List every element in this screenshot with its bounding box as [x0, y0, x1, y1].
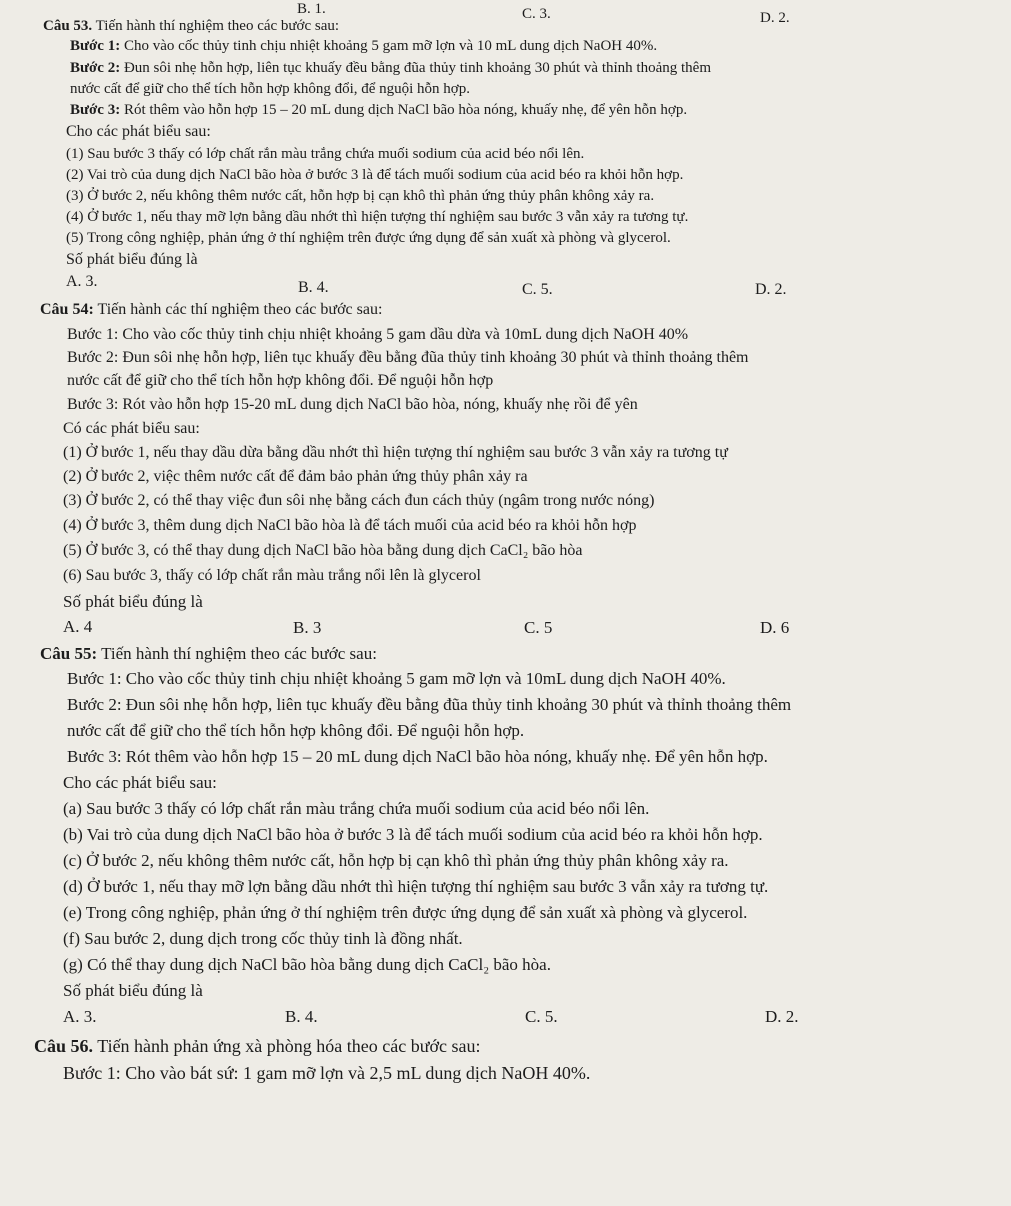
q54-option-b: B. 3	[293, 618, 322, 637]
question-53-header	[43, 19, 339, 34]
q55-statement-b: (b) Vai trò của dung dịch NaCl bão hòa ở bước 3 là để tách muối sodium của acid béo ra khỏi hỗn hợp.	[63, 825, 763, 844]
q53-step1	[70, 39, 657, 54]
q55-statement-c: (c) Ở bước 2, nếu không thêm nước cất, hỗn hợp bị cạn khô thì phản ứng thủy phân không xảy ra.	[63, 851, 729, 870]
question-54-header	[40, 302, 382, 318]
q56-step1: Bước 1: Cho vào bát sứ: 1 gam mỡ lợn và 2,5 mL dung dịch NaOH 40%.	[63, 1063, 591, 1083]
q53-step2-label: Bước 2:	[70, 60, 121, 76]
q53-statement-1: (1) Sau bước 3 thấy có lớp chất rắn màu trắng chứa muối sodium của acid béo nổi lên.	[66, 146, 585, 162]
q54-option-c: C. 5	[524, 618, 553, 637]
q54-step2-cont: nước cất để giữ cho thể tích hỗn hợp không đổi. Để nguội hỗn hợp	[67, 372, 494, 389]
q55-statement-f: (f) Sau bước 2, dung dịch trong cốc thủy tinh là đồng nhất.	[63, 929, 463, 948]
q55-option-c: C. 5.	[525, 1007, 558, 1026]
q53-option-a: A. 3.	[66, 273, 98, 290]
q54-step2: Bước 2: Đun sôi nhẹ hỗn hợp, liên tục khuấy đều bằng đũa thủy tinh khoảng 30 phút và thỉnh thoảng thêm	[67, 349, 749, 366]
q54-statement-5: (5) Ở bước 3, có thể thay dung dịch NaCl bão hòa bằng dung dịch CaCl₂ bão hòa	[63, 542, 583, 559]
question-55-header	[40, 645, 377, 662]
q53-step2-cont: nước cất để giữ cho thể tích hỗn hợp không đổi, để nguội hỗn hợp.	[70, 81, 470, 97]
q53-statement-3: (3) Ở bước 2, nếu không thêm nước cất, hỗn hợp bị cạn khô thì phản ứng thủy phân không xảy ra.	[66, 188, 655, 204]
q54-option-d: D. 6	[760, 618, 790, 637]
q53-step3	[70, 103, 687, 118]
q55-step2-cont: nước cất để giữ cho thể tích hỗn hợp không đổi. Để nguội hỗn hợp.	[67, 721, 525, 740]
q54-option-a: A. 4	[63, 617, 93, 636]
option-c-prev: C. 3.	[522, 6, 551, 22]
q53-step2	[70, 61, 711, 76]
question-55-number: Câu 55:	[40, 644, 98, 663]
q55-statement-a: (a) Sau bước 3 thấy có lớp chất rắn màu trắng chứa muối sodium của acid béo nổi lên.	[63, 799, 650, 818]
q53-step1-label: Bước 1:	[70, 38, 121, 54]
option-b-prev: B. 1.	[297, 1, 326, 17]
q53-step3-label: Bước 3:	[70, 102, 121, 118]
q55-statement-g: (g) Có thể thay dung dịch NaCl bão hòa bằng dung dịch CaCl₂ bão hòa.	[63, 955, 551, 974]
q53-statement-4: (4) Ở bước 1, nếu thay mỡ lợn bằng dầu nhớt thì hiện tượng thí nghiệm sau bước 3 vẫn xảy ra tương tự.	[66, 209, 689, 225]
q55-step1: Bước 1: Cho vào cốc thủy tinh chịu nhiệt khoảng 5 gam mỡ lợn và 10mL dung dịch NaOH 40%.	[67, 669, 726, 688]
q53-option-b: B. 4.	[298, 279, 329, 296]
q54-statement-6: (6) Sau bước 3, thấy có lớp chất rắn màu trắng nổi lên là glycerol	[63, 567, 481, 584]
q54-step3: Bước 3: Rót vào hỗn hợp 15-20 mL dung dịch NaCl bão hòa, nóng, khuấy nhẹ rồi để yên	[67, 396, 638, 413]
q54-intro: Có các phát biểu sau:	[63, 420, 200, 437]
question-56-number: Câu 56.	[34, 1036, 94, 1056]
q55-statement-d: (d) Ở bước 1, nếu thay mỡ lợn bằng dầu nhớt thì hiện tượng thí nghiệm sau bước 3 vẫn xảy ra tương tự.	[63, 877, 769, 896]
q55-statement-e: (e) Trong công nghiệp, phản ứng ở thí nghiệm trên được ứng dụng để sản xuất xà phòng và glycerol.	[63, 903, 748, 922]
q54-count: Số phát biểu đúng là	[63, 592, 203, 611]
q53-step1-text: Cho vào cốc thủy tinh chịu nhiệt khoảng 5 gam mỡ lợn và 10 mL dung dịch NaOH 40%.	[123, 38, 658, 54]
question-53-number: Câu 53.	[43, 18, 93, 34]
q53-option-c: C. 5.	[522, 281, 553, 298]
q55-option-d: D. 2.	[765, 1007, 799, 1026]
q53-statement-2: (2) Vai trò của dung dịch NaCl bão hòa ở bước 3 là để tách muối sodium của acid béo ra khỏi hỗn hợp.	[66, 167, 684, 183]
question-53-title: Tiến hành thí nghiệm theo các bước sau:	[95, 18, 340, 34]
question-56-title: Tiến hành phản ứng xà phòng hóa theo các bước sau:	[97, 1036, 481, 1056]
q55-intro: Cho các phát biểu sau:	[63, 773, 217, 792]
q53-step2-text: Đun sôi nhẹ hỗn hợp, liên tục khuấy đều bằng đũa thủy tinh khoảng 30 phút và thỉnh thoảng thêm	[123, 60, 711, 76]
q55-count: Số phát biểu đúng là	[63, 981, 203, 1000]
q53-step3-text: Rót thêm vào hỗn hợp 15 – 20 mL dung dịch NaCl bão hòa nóng, khuấy nhẹ, để yên hỗn hợp.	[123, 102, 688, 118]
q54-statement-4: (4) Ở bước 3, thêm dung dịch NaCl bão hòa là để tách muối của acid béo ra khỏi hỗn hợp	[63, 517, 637, 534]
q54-statement-2: (2) Ở bước 2, việc thêm nước cất để đảm bảo phản ứng thủy phân xảy ra	[63, 468, 528, 485]
q53-count: Số phát biểu đúng là	[66, 251, 198, 268]
q55-option-b: B. 4.	[285, 1007, 318, 1026]
question-56-header	[34, 1037, 481, 1055]
question-54-number: Câu 54:	[40, 301, 94, 318]
q55-step3: Bước 3: Rót thêm vào hỗn hợp 15 – 20 mL dung dịch NaCl bão hòa nóng, khuấy nhẹ. Để yên hỗn hợp.	[67, 747, 768, 766]
q53-intro: Cho các phát biểu sau:	[66, 123, 211, 140]
q54-statement-3: (3) Ở bước 2, có thể thay việc đun sôi nhẹ bằng cách đun cách thủy (ngâm trong nước nóng)	[63, 492, 655, 509]
question-54-title: Tiến hành các thí nghiệm theo các bước sau:	[97, 301, 383, 318]
q55-step2: Bước 2: Đun sôi nhẹ hỗn hợp, liên tục khuấy đều bằng đũa thủy tinh khoảng 30 phút và thỉnh thoảng thêm	[67, 695, 792, 714]
q53-statement-5: (5) Trong công nghiệp, phản ứng ở thí nghiệm trên được ứng dụng để sản xuất xà phòng và glycerol.	[66, 230, 671, 246]
q54-step1: Bước 1: Cho vào cốc thủy tinh chịu nhiệt khoảng 5 gam dầu dừa và 10mL dung dịch NaOH 40%	[67, 326, 689, 343]
question-55-title: Tiến hành thí nghiệm theo các bước sau:	[101, 644, 377, 663]
option-d-prev: D. 2.	[760, 10, 790, 26]
q55-option-a: A. 3.	[63, 1007, 97, 1026]
q53-option-d: D. 2.	[755, 281, 787, 298]
q54-statement-1: (1) Ở bước 1, nếu thay dầu dừa bằng dầu nhớt thì hiện tượng thí nghiệm sau bước 3 vẫn xảy ra tương tự	[63, 444, 728, 461]
